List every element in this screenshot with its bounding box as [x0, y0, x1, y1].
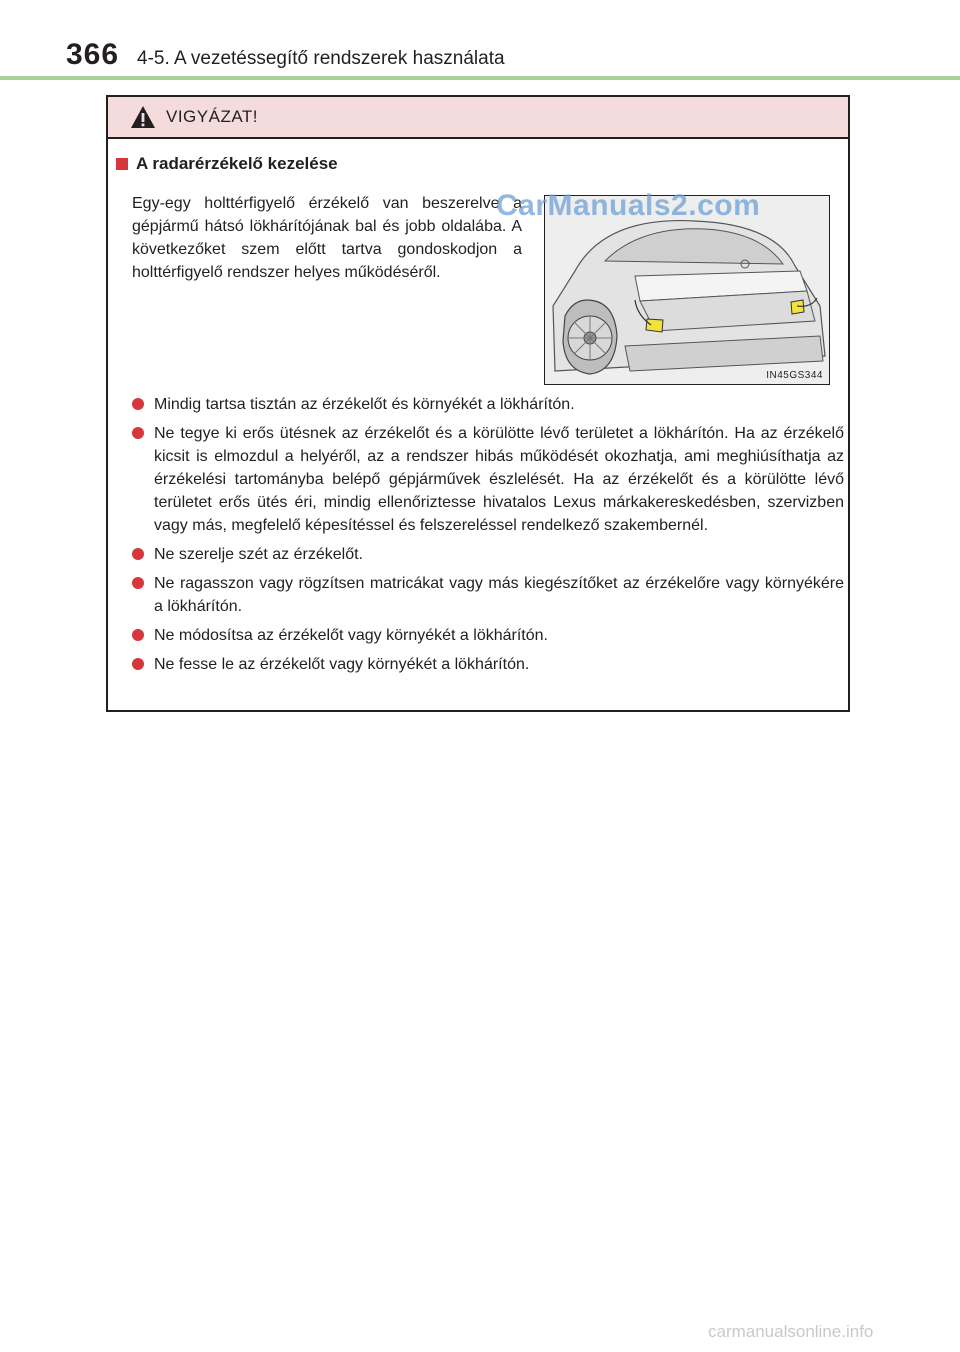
warning-label: VIGYÁZAT!	[166, 107, 259, 126]
footer-watermark[interactable]: carmanualsonline.info	[708, 1322, 874, 1341]
list-item: Ne tegye ki erős ütésnek az érzékelőt és a körülötte lévő területet a lökhárítón. Ha az érzékelő kicsit is elmozdul a helyéről, az a rendszer hibás működését okozhatja, ami meghiúsíthatja az érzékelési tartományba belépő gépjárművek észlelését. Ha az érzékelőt és a körülötte lévő területet erős ütés éri, mindig ellenőriztesse hivatalos Lexus márkakereskedésben, szervizben vagy más, megfelelő képesítéssel és felszereléssel rendelkező szakembernél.	[130, 422, 844, 537]
left-radar-sensor	[646, 319, 663, 332]
list-item: Ne ragasszon vagy rögzítsen matricákat vagy más kiegészítőket az érzékelőre vagy környékére a lökhárítón.	[130, 572, 844, 618]
bullet-dot-icon	[132, 398, 144, 410]
list-item: Ne fesse le az érzékelőt vagy környékét a lökhárítón.	[130, 653, 844, 676]
right-radar-sensor	[791, 300, 804, 314]
bullet-dot-icon	[132, 548, 144, 560]
section-heading-text: A radarérzékelő kezelése	[136, 154, 338, 173]
watermark-text: CarManuals2.com	[496, 189, 761, 222]
section-header-title: 4-5. A vezetéssegítő rendszerek használata	[137, 48, 505, 69]
car-rear-illustration	[544, 195, 830, 385]
intro-paragraph: Egy-egy holttérfigyelő érzékelő van beszerelve a gépjármű hátsó lökhárítójának bal és jobb oldalába. A következőket szem előtt tartva gondoskodjon a holttérfigyelő rendszer helyes működéséről.	[132, 195, 522, 281]
section-heading	[116, 154, 338, 174]
warning-header	[108, 97, 848, 139]
list-item: Ne szerelje szét az érzékelőt.	[130, 543, 844, 566]
page-number: 366	[66, 38, 120, 71]
warning-triangle-icon	[130, 105, 156, 134]
car-rear-drawing	[545, 196, 829, 384]
list-item: Ne módosítsa az érzékelőt vagy környékét a lökhárítón.	[130, 624, 844, 647]
warning-box	[106, 95, 850, 712]
square-bullet-icon	[116, 158, 128, 170]
bullet-dot-icon	[132, 629, 144, 641]
list-item: Mindig tartsa tisztán az érzékelőt és környékét a lökhárítón.	[130, 393, 844, 416]
bullet-dot-icon	[132, 577, 144, 589]
bullet-dot-icon	[132, 427, 144, 439]
warning-bullet-list	[130, 393, 844, 682]
header-divider	[0, 76, 960, 80]
bullet-dot-icon	[132, 658, 144, 670]
figure-code: IN45GS344	[766, 370, 823, 381]
